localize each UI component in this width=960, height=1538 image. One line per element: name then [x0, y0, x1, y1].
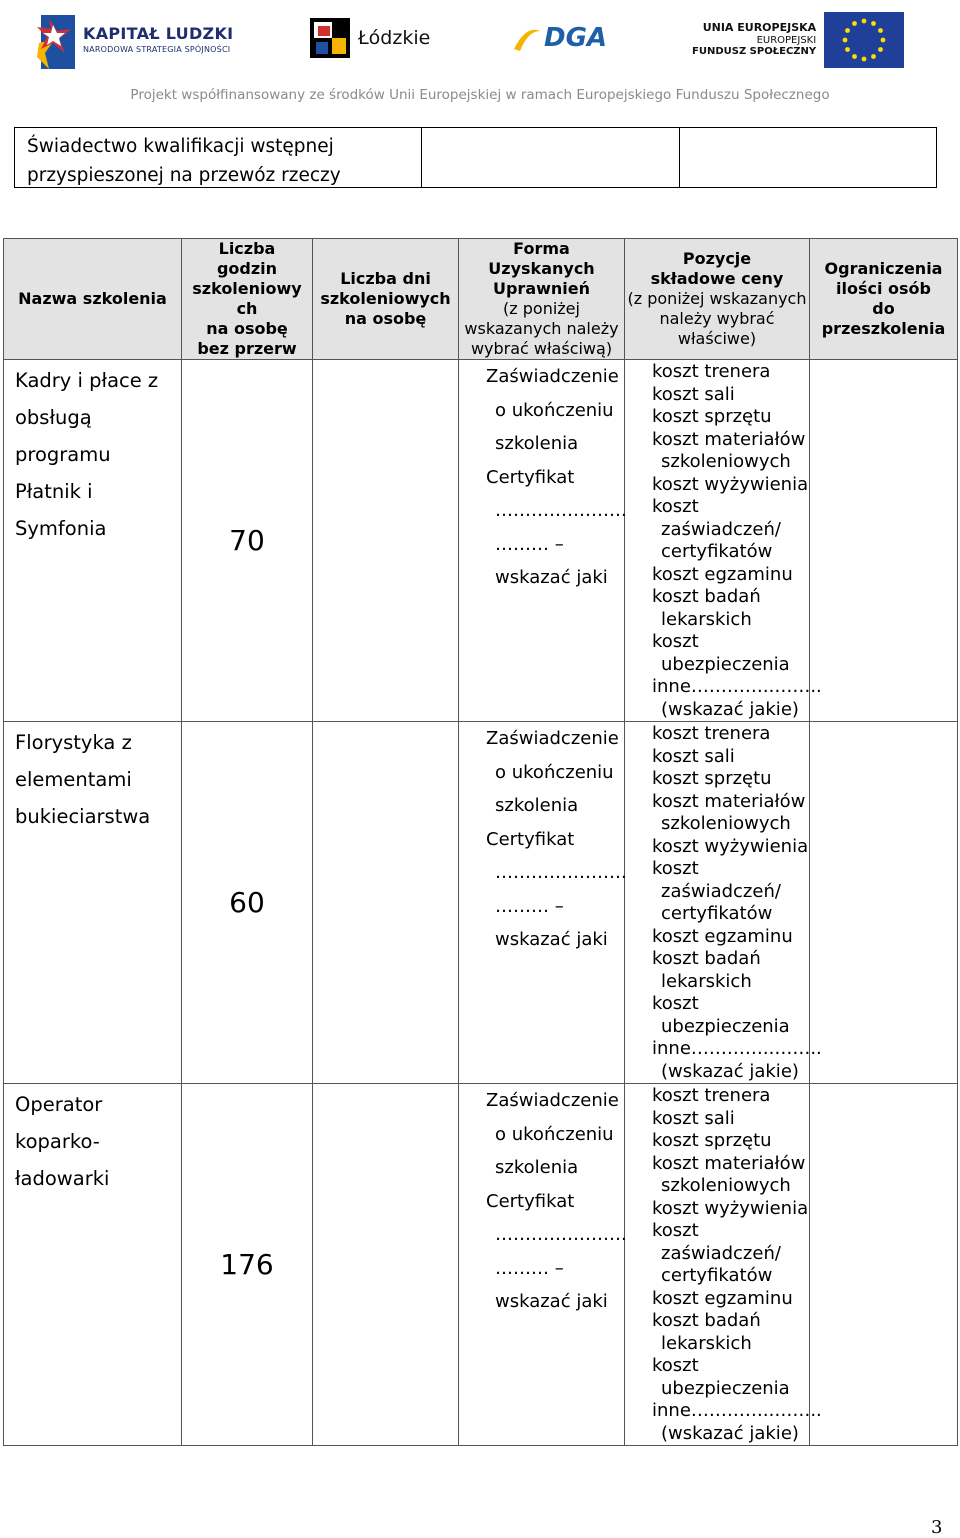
- form-option: ………………….: [495, 1224, 627, 1245]
- table-row: [4, 1084, 958, 1446]
- header-limits-line: do: [872, 299, 895, 318]
- form-option: o ukończeniu: [495, 761, 614, 783]
- cost-item: koszt sali: [652, 745, 735, 767]
- cost-item: koszt: [652, 1220, 699, 1241]
- qualification-header-box: [14, 127, 937, 188]
- page-header: [0, 0, 960, 110]
- cost-item: koszt badań: [652, 1310, 761, 1331]
- cost-cell: [625, 722, 822, 1084]
- cost-item: zaświadczeń/: [661, 880, 781, 902]
- cost-item: inne…………..……..: [652, 1400, 822, 1421]
- cost-item: koszt sali: [652, 1107, 735, 1129]
- cost-item: ubezpieczenia: [661, 1015, 790, 1037]
- cost-item: szkoleniowych: [661, 451, 791, 472]
- kl-subtitle: NARODOWA STRATEGIA SPÓJNOŚCI: [83, 45, 231, 54]
- cost-item: lekarskich: [661, 608, 752, 630]
- form-option: wskazać jaki: [495, 929, 608, 950]
- cost-item: koszt egzaminu: [652, 563, 793, 585]
- eu-star-icon: [845, 47, 850, 52]
- cost-item: (wskazać jakie): [661, 698, 799, 720]
- header-hours-line: szkoleniowy: [192, 279, 302, 298]
- days-cell: [313, 1084, 459, 1446]
- header-hours: [182, 239, 313, 360]
- cost-item: koszt materiałów: [652, 1152, 806, 1174]
- form-option: wskazać jaki: [495, 1291, 608, 1312]
- cost-item: koszt: [652, 993, 699, 1014]
- header-form-note-line: wskazanych należy: [464, 319, 619, 338]
- form-option: Certyfikat: [486, 466, 575, 488]
- training-name-line: ładowarki: [15, 1167, 110, 1190]
- training-name-line: Symfonia: [15, 517, 107, 540]
- cost-item: inne…………..……..: [652, 1038, 822, 1059]
- training-name-cell: [4, 1084, 182, 1446]
- training-name-line: programu: [15, 443, 111, 466]
- cost-item: koszt: [652, 1355, 699, 1376]
- eu-star-icon: [845, 28, 850, 33]
- form-cell: [459, 722, 625, 1084]
- training-name-line: koparko-: [15, 1130, 100, 1153]
- form-option: wskazać jaki: [495, 567, 608, 588]
- cost-item: certyfikatów: [661, 1265, 773, 1286]
- cost-item: zaświadczeń/: [661, 518, 781, 540]
- header-costs-line: składowe ceny: [650, 269, 784, 288]
- training-name-cell: [4, 722, 182, 1084]
- cost-item: koszt sprzętu: [652, 768, 772, 789]
- training-name-line: Płatnik i: [15, 480, 93, 503]
- cost-item: koszt badań: [652, 586, 761, 607]
- limits-cell: [810, 360, 958, 722]
- form-option: ……… –: [495, 1257, 564, 1279]
- table-header-row: [4, 239, 958, 360]
- training-table: [3, 238, 958, 1446]
- header-name: Nazwa szkolenia: [4, 239, 182, 360]
- eu-logo: [692, 10, 904, 70]
- form-option: Zaświadczenie: [486, 366, 619, 387]
- training-name-line: obsługą: [15, 406, 92, 429]
- cost-item: koszt wyżywienia: [652, 473, 809, 495]
- cost-item: certyfikatów: [661, 541, 773, 562]
- header-limits-line: przeszkolenia: [821, 319, 946, 338]
- hours-cell: 60: [182, 722, 313, 1084]
- qualification-title: [15, 128, 422, 187]
- page-number: 3: [931, 1517, 943, 1538]
- qualification-title-line-1: Świadectwo kwalifikacji wstępnej: [27, 136, 334, 157]
- cost-item: koszt materiałów: [652, 428, 806, 450]
- cost-item: koszt sprzętu: [652, 1130, 772, 1151]
- eu-line-3: FUNDUSZ SPOŁECZNY: [692, 46, 817, 58]
- qualification-empty-cell: [422, 128, 680, 187]
- header-form-line: Uzyskanych: [488, 259, 595, 278]
- form-option: szkolenia: [495, 1157, 579, 1178]
- days-cell: [313, 360, 459, 722]
- header-form-line: Forma: [513, 239, 570, 258]
- cost-item: (wskazać jakie): [661, 1060, 799, 1082]
- cost-item: ubezpieczenia: [661, 1377, 790, 1399]
- eu-star-icon: [878, 28, 883, 33]
- form-option: Certyfikat: [486, 1190, 575, 1212]
- header-form: [459, 239, 625, 360]
- lodzkie-emblem-icon: [310, 18, 350, 58]
- hours-cell: 70: [182, 360, 313, 722]
- header-limits: [810, 239, 958, 360]
- cost-item: koszt trenera: [652, 1085, 771, 1106]
- form-option: ………………….: [495, 862, 627, 883]
- cost-item: koszt egzaminu: [652, 925, 793, 947]
- training-name-cell: [4, 360, 182, 722]
- header-days-line: szkoleniowych: [320, 289, 451, 308]
- cost-item: koszt wyżywienia: [652, 1197, 809, 1219]
- eu-star-icon: [862, 57, 867, 62]
- header-costs-note-line: należy wybrać: [659, 309, 775, 328]
- cost-item: koszt: [652, 496, 699, 517]
- cost-item: koszt trenera: [652, 361, 771, 382]
- training-name-line: bukieciarstwa: [15, 805, 151, 828]
- cost-item: zaświadczeń/: [661, 1242, 781, 1264]
- lodzkie-logo: [310, 16, 430, 60]
- header-hours-line: Liczba: [218, 239, 276, 258]
- header-hours-line: bez przerw: [197, 339, 297, 358]
- cost-item: koszt: [652, 631, 699, 652]
- eu-line-2: EUROPEJSKI: [756, 34, 817, 46]
- cost-item: koszt materiałów: [652, 790, 806, 812]
- cost-item: koszt sprzętu: [652, 406, 772, 427]
- eu-star-icon: [862, 19, 867, 24]
- header-hours-line: ch: [236, 299, 258, 318]
- header-hours-line: na osobę: [206, 319, 288, 338]
- form-option: o ukończeniu: [495, 1123, 614, 1145]
- cost-item: koszt egzaminu: [652, 1287, 793, 1309]
- header-hours-line: godzin: [216, 259, 278, 278]
- eu-star-icon: [852, 21, 857, 26]
- limits-cell: [810, 722, 958, 1084]
- cost-item: certyfikatów: [661, 903, 773, 924]
- header-days-line: Liczba dni: [340, 269, 431, 288]
- form-option: Certyfikat: [486, 828, 575, 850]
- kapital-ludzki-star-icon: [35, 9, 77, 71]
- cost-item: koszt: [652, 858, 699, 879]
- cost-item: koszt wyżywienia: [652, 835, 809, 857]
- header-form-note-line: wybrać właściwą): [470, 339, 613, 358]
- hours-cell: 176: [182, 1084, 313, 1446]
- kapital-ludzki-logo: [35, 8, 233, 72]
- training-name-line: Operator: [15, 1093, 103, 1116]
- cost-item: ubezpieczenia: [661, 653, 790, 675]
- header-costs-note-line: właściwe): [677, 329, 757, 348]
- funding-note: Projekt współfinansowany ze środków Unii Europejskiej w ramach Europejskiego Funduszu Społecznego: [130, 87, 830, 103]
- days-cell: [313, 722, 459, 1084]
- form-option: Zaświadczenie: [486, 728, 619, 749]
- dga-label: DGA: [544, 23, 608, 53]
- header-form-note-line: (z poniżej: [503, 299, 580, 318]
- eu-star-icon: [871, 21, 876, 26]
- dga-swoosh-icon: [512, 21, 542, 55]
- form-cell: [459, 360, 625, 722]
- form-option: o ukończeniu: [495, 399, 614, 421]
- form-option: Zaświadczenie: [486, 1090, 619, 1111]
- eu-star-icon: [852, 54, 857, 59]
- form-option: szkolenia: [495, 433, 579, 454]
- training-name-line: Florystyka z: [15, 731, 132, 754]
- cost-item: lekarskich: [661, 970, 752, 992]
- eu-star-icon: [871, 54, 876, 59]
- header-costs-note-line: (z poniżej wskazanych: [627, 289, 807, 308]
- cost-item: (wskazać jakie): [661, 1422, 799, 1444]
- training-name-line: elementami: [15, 768, 132, 791]
- eu-line-1: UNIA EUROPEJSKA: [702, 21, 817, 35]
- cost-cell: [625, 360, 822, 722]
- form-option: ………………….: [495, 500, 627, 521]
- cost-item: koszt trenera: [652, 723, 771, 744]
- header-costs-line: Pozycje: [682, 249, 752, 268]
- dga-logo: [512, 18, 607, 58]
- form-option: ……… –: [495, 533, 564, 555]
- header-days: [313, 239, 459, 360]
- cost-item: koszt badań: [652, 948, 761, 969]
- kl-title: KAPITAŁ LUDZKI: [83, 24, 234, 43]
- form-option: szkolenia: [495, 795, 579, 816]
- cost-item: lekarskich: [661, 1332, 752, 1354]
- table-row: [4, 360, 958, 722]
- eu-flag-icon: [824, 12, 904, 68]
- lodzkie-label: Łódzkie: [358, 27, 431, 49]
- training-name-line: Kadry i płace z: [15, 369, 159, 392]
- form-option: ……… –: [495, 895, 564, 917]
- cost-cell: [625, 1084, 822, 1446]
- qualification-title-line-2: przyspieszonej na przewóz rzeczy: [27, 165, 341, 186]
- eu-star-icon: [878, 47, 883, 52]
- header-days-line: na osobę: [344, 309, 427, 328]
- eu-star-icon: [881, 38, 886, 43]
- limits-cell: [810, 1084, 958, 1446]
- header-limits-line: Ograniczenia: [824, 259, 943, 278]
- table-row: [4, 722, 958, 1084]
- cost-item: inne…………..……..: [652, 676, 822, 697]
- form-cell: [459, 1084, 625, 1446]
- cost-item: koszt sali: [652, 383, 735, 405]
- cost-item: szkoleniowych: [661, 1175, 791, 1196]
- cost-item: szkoleniowych: [661, 813, 791, 834]
- header-costs: [625, 239, 810, 360]
- header-limits-line: ilości osób: [836, 279, 931, 298]
- eu-star-icon: [843, 38, 848, 43]
- header-form-line: Uprawnień: [492, 279, 591, 298]
